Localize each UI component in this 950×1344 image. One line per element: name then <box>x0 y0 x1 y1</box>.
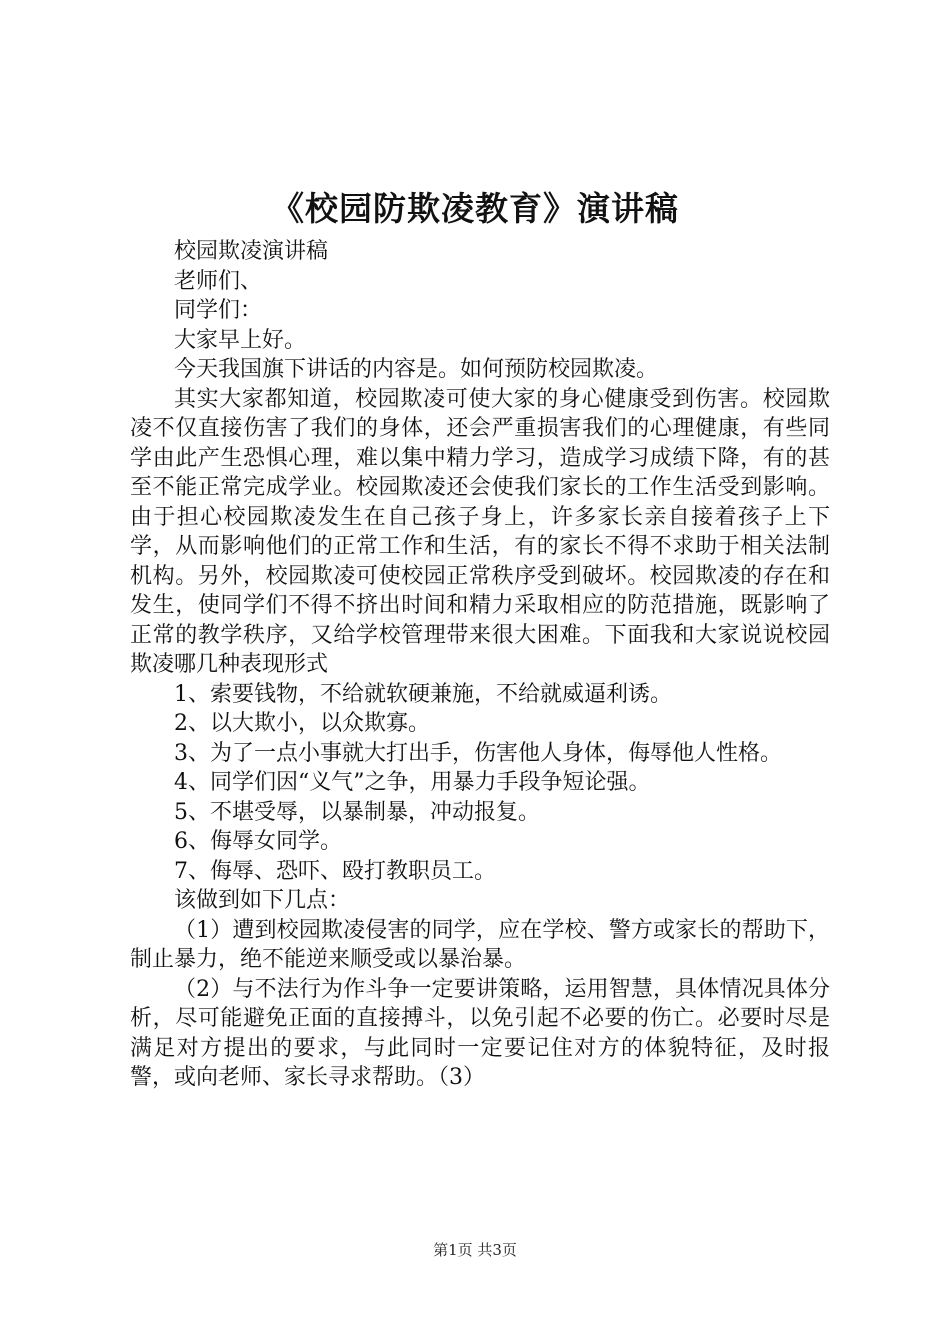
list-item: 5、不堪受辱，以暴制暴，冲动报复。 <box>174 799 540 825</box>
list-item: 1、索要钱物，不给就软硬兼施，不给就威逼利诱。 <box>174 681 672 707</box>
paragraph-advice-intro: 该做到如下几点： <box>174 888 351 913</box>
paragraph-salutation-students: 同学们： <box>174 298 263 323</box>
paragraph-main: 其实大家都知道，校园欺凌可使大家的身心健康受到伤害。校园欺凌不仅直接伤害了我们的身体，还会严重损害我们的心理健康，有些同学由此产生恐惧心理，难以集中精力学习，造成学习成绩下降，有的甚至不能正常完成学业。校园欺凌还会使我们家长的工作生活受到影响。由于担心校园欺凌发生在自己孩子身上，许多家长亲自接着孩子上下学，从而影响他们的正常工作和生活，有的家长不得不求助于相关法制机构。另外，校园欺凌可使校园正常秩序受到破坏。校园欺凌的存在和发生，使同学们不得不挤出时间和精力采取相应的防范措施，既影响了正常的教学秩序，又给学校管理带来很大困难。下面我和大家说说校园欺凌哪几种表现形式 <box>130 386 830 677</box>
document-body <box>130 237 830 1093</box>
paragraph-greeting: 大家早上好。 <box>174 327 307 353</box>
advice-item: （1）遭到校园欺凌侵害的同学，应在学校、警方或家长的帮助下，制止暴力，绝不能逆来顺受或以暴治暴。 <box>130 917 830 972</box>
page-number: 第1页 共3页 <box>433 1241 517 1259</box>
list-item: 4、同学们因“义气”之争，用暴力手段争短论强。 <box>174 770 651 795</box>
list-item: 6、侮辱女同学。 <box>174 829 342 854</box>
paragraph-heading: 校园欺凌演讲稿 <box>174 239 329 264</box>
list-item: 3、为了一点小事就大打出手，伤害他人身体，侮辱他人性格。 <box>174 740 782 766</box>
advice-item: （2）与不法行为作斗争一定要讲策略，运用智慧，具体情况具体分析，尽可能避免正面的直接搏斗，以免引起不必要的伤亡。必要时尽是满足对方提出的要求，与此同时一定要记住对方的体貌特征，及时报警，或向老师、家长寻求帮助。（3） <box>130 976 830 1090</box>
paragraph-salutation-teachers: 老师们、 <box>174 268 263 294</box>
document-title: 《校园防欺凌教育》演讲稿 <box>271 189 679 228</box>
paragraph-topic: 今天我国旗下讲话的内容是。如何预防校园欺凌。 <box>174 357 659 382</box>
list-item: 2、以大欺小，以众欺寡。 <box>174 711 430 736</box>
list-item: 7、侮辱、恐吓、殴打教职员工。 <box>174 858 496 884</box>
